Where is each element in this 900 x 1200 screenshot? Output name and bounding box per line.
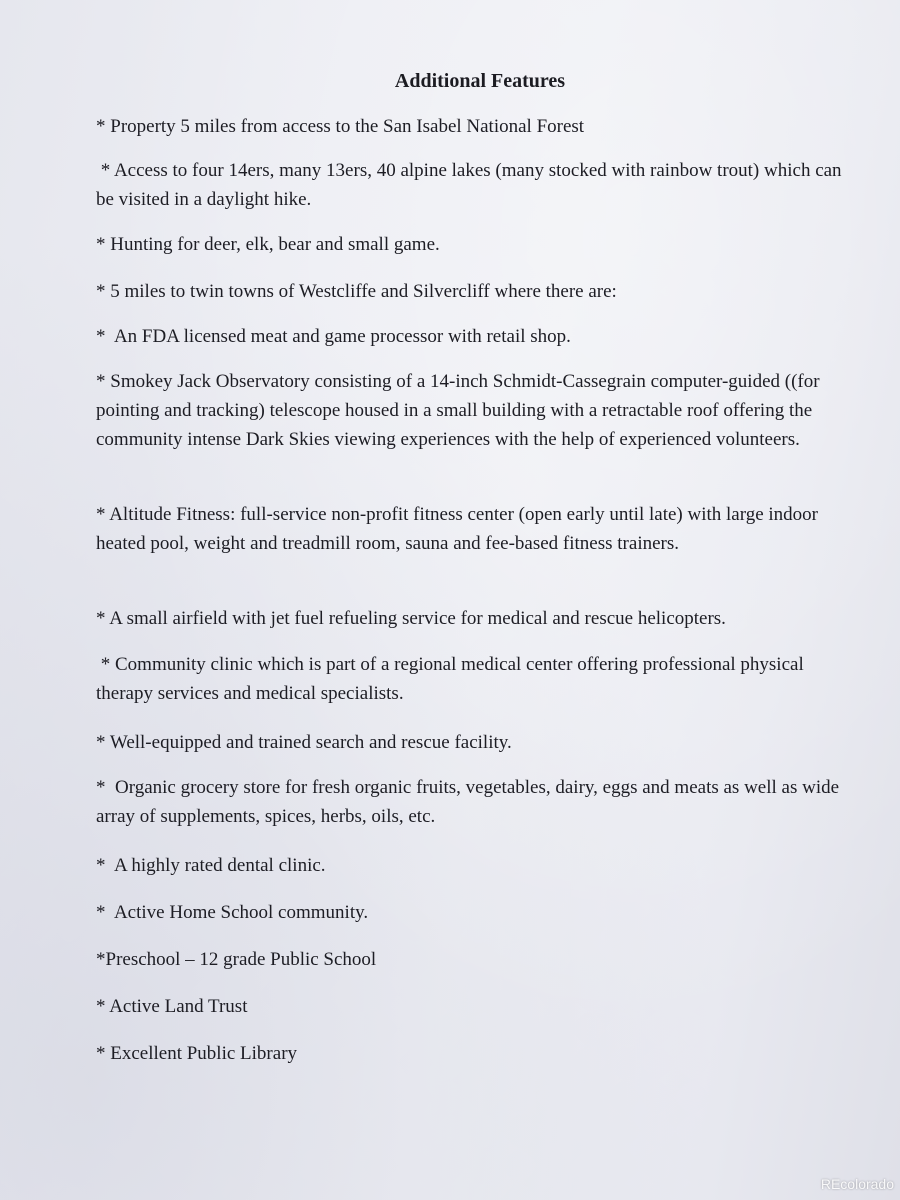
- feature-item-14ers: * Access to four 14ers, many 13ers, 40 alpine lakes (many stocked with rainbow trout) which can be visited in a daylight hike.: [96, 160, 847, 210]
- feature-item-observatory: * Smokey Jack Observatory consisting of a 14-inch Schmidt-Cassegrain computer-guided ((for pointing and tracking) telescope housed in a small building with a retractable roof offering the community intense Dark Skies viewing experiences with the help of experienced volunteers.: [96, 371, 825, 450]
- feature-item-national-forest: * Property 5 miles from access to the San Isabel National Forest: [96, 116, 585, 137]
- feature-item-public-school: *Preschool – 12 grade Public School: [96, 949, 377, 970]
- feature-item-clinic: * Community clinic which is part of a regional medical center offering professional physical therapy services and medical specialists.: [96, 654, 809, 704]
- feature-item-search-rescue: * Well-equipped and trained search and rescue facility.: [96, 732, 512, 753]
- document-title: Additional Features: [394, 70, 566, 92]
- feature-item-meat-processor: * An FDA licensed meat and game processor with retail shop.: [96, 326, 571, 347]
- feature-item-dental: * A highly rated dental clinic.: [96, 855, 326, 876]
- feature-item-grocery: * Organic grocery store for fresh organic fruits, vegetables, dairy, eggs and meats as well as wide array of supplements, spices, herbs, oils, etc.: [96, 777, 844, 827]
- feature-item-home-school: * Active Home School community.: [96, 902, 369, 923]
- feature-item-airfield: * A small airfield with jet fuel refueling service for medical and rescue helicopters.: [96, 608, 726, 629]
- feature-item-fitness: * Altitude Fitness: full-service non-profit fitness center (open early until late) with large indoor heated pool, weight and treadmill room, sauna and fee-based fitness trainers.: [96, 504, 823, 554]
- watermark-logo: REcolorado: [820, 1176, 894, 1192]
- feature-item-land-trust: * Active Land Trust: [96, 996, 248, 1017]
- feature-item-hunting: * Hunting for deer, elk, bear and small game.: [96, 234, 440, 255]
- feature-item-library: * Excellent Public Library: [96, 1043, 298, 1064]
- feature-item-twin-towns: * 5 miles to twin towns of Westcliffe and Silvercliff where there are:: [96, 281, 617, 302]
